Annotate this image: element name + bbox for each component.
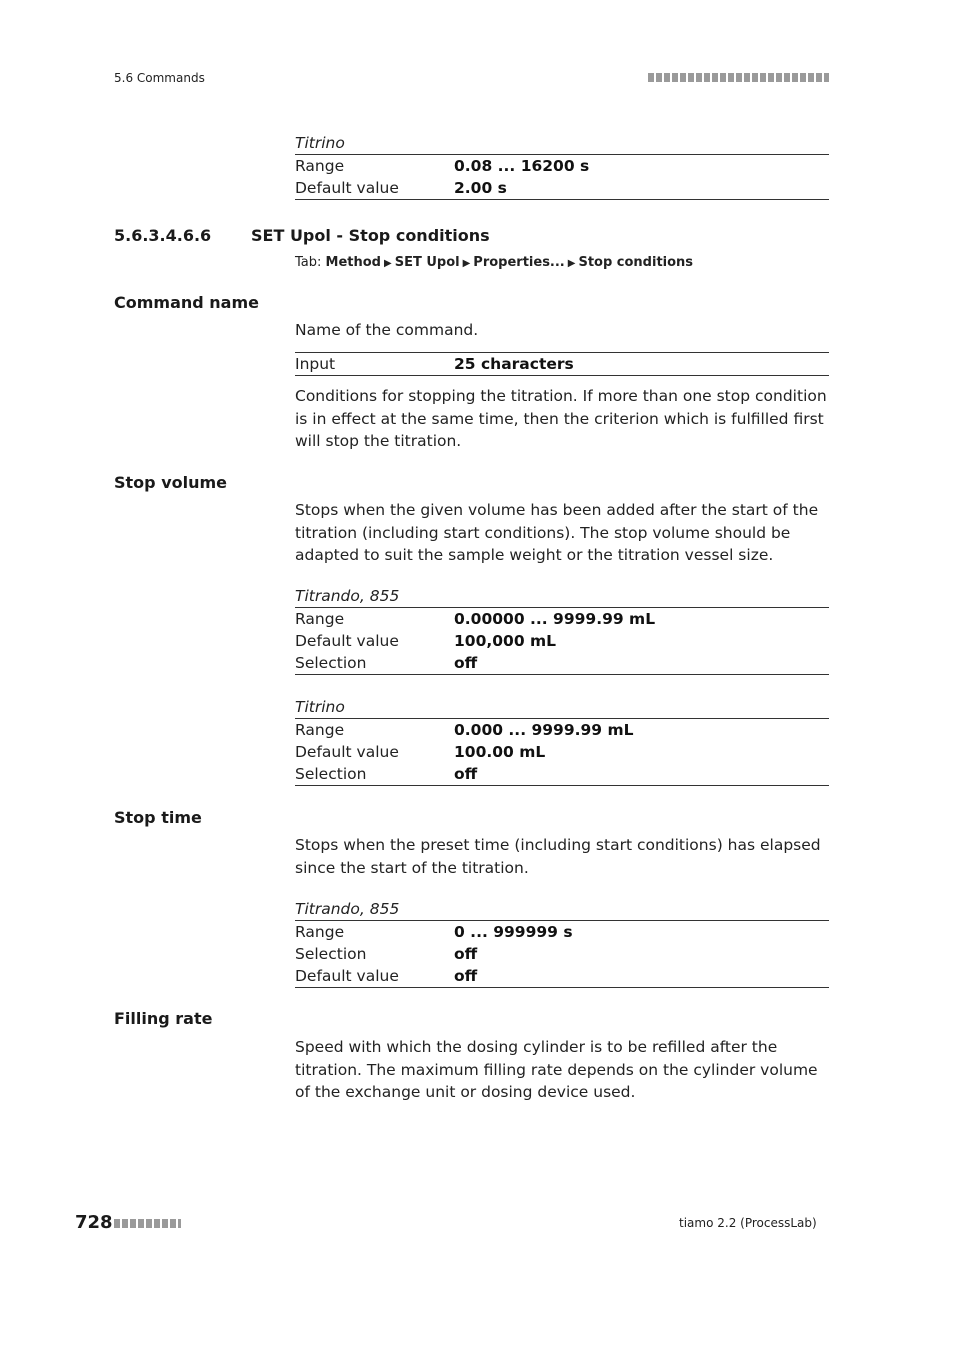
tab-path-item: Stop conditions: [578, 255, 694, 270]
triangle-right-icon: ▶: [462, 258, 471, 269]
tab-path: [295, 255, 693, 270]
table-row: [295, 741, 829, 763]
tab-path-item: Method: [325, 255, 381, 270]
table-row: [295, 155, 829, 177]
table-caption: Titrino: [295, 698, 345, 716]
row-key: Range: [295, 610, 345, 628]
tab-path-item: Properties...: [473, 255, 565, 270]
stop-volume-text: Stops when the given volume has been added after the start of the titration (including start conditions). The stop volume should be adapted to suit the sample weight or the titration vessel size.: [295, 501, 819, 564]
section-number: 5.6.3.4.6.6: [114, 226, 212, 245]
param-table-input: [295, 352, 829, 376]
row-value: 0.08 ... 16200 s: [454, 157, 590, 175]
table-row: [295, 719, 829, 741]
header-decoration-dots: [648, 73, 829, 82]
row-value: 100,000 mL: [454, 632, 557, 650]
row-key: Selection: [295, 765, 367, 783]
heading-command-name: Command name: [114, 293, 259, 312]
row-key: Input: [295, 355, 336, 373]
stop-time-text: Stops when the preset time (including start conditions) has elapsed since the start of the titration.: [295, 836, 821, 877]
param-table-stop-time-titrando: [295, 898, 829, 988]
table-row: [295, 921, 829, 943]
command-name-text: Name of the command.: [295, 321, 479, 339]
row-value: off: [454, 967, 478, 985]
row-key: Range: [295, 721, 345, 739]
row-key: Range: [295, 157, 345, 175]
table-row: [295, 652, 829, 674]
running-header-section: 5.6 Commands: [114, 71, 205, 85]
table-row: [295, 353, 829, 375]
stop-conditions-description: Conditions for stopping the titration. If more than one stop condition is in effect at the same time, then the criterion which is fulfilled first will stop the titration.: [295, 387, 827, 450]
row-key: Default value: [295, 967, 399, 985]
filling-rate-text: Speed with which the dosing cylinder is to be refilled after the titration. The maximum filling rate depends on the cylinder volume of the exchange unit or dosing device used.: [295, 1038, 818, 1101]
table-body: [295, 352, 829, 376]
section-title: SET Upol - Stop conditions: [251, 226, 490, 245]
row-key: Selection: [295, 945, 367, 963]
table-row: [295, 177, 829, 199]
row-key: Default value: [295, 632, 399, 650]
row-key: Range: [295, 923, 345, 941]
row-key: Selection: [295, 654, 367, 672]
heading-stop-volume: Stop volume: [114, 473, 228, 492]
row-value: 0 ... 999999 s: [454, 923, 573, 941]
heading-stop-time: Stop time: [114, 808, 202, 827]
tab-prefix: Tab:: [295, 255, 322, 270]
heading-filling-rate: Filling rate: [114, 1009, 213, 1028]
page-number: 728: [75, 1212, 113, 1233]
table-body: [295, 607, 829, 675]
row-key: Default value: [295, 743, 399, 761]
row-value: 2.00 s: [454, 179, 507, 197]
param-table-stop-volume-titrando: [295, 585, 829, 675]
footer-product: tiamo 2.2 (ProcessLab): [679, 1216, 817, 1230]
row-value: 0.00000 ... 9999.99 mL: [454, 610, 656, 628]
triangle-right-icon: ▶: [384, 258, 392, 269]
footer-decoration-dots: [114, 1219, 181, 1228]
row-value: off: [454, 654, 478, 672]
table-row: [295, 608, 829, 630]
row-key: Default value: [295, 179, 399, 197]
tab-path-item: SET Upol: [394, 255, 460, 270]
table-row: [295, 763, 829, 785]
table-row: [295, 965, 829, 987]
table-caption: Titrando, 855: [295, 900, 400, 918]
table-caption: Titrando, 855: [295, 587, 400, 605]
row-value: 0.000 ... 9999.99 mL: [454, 721, 634, 739]
param-table-titrino-top: [295, 132, 829, 200]
row-value: 25 characters: [454, 355, 574, 373]
table-body: [295, 154, 829, 200]
row-value: off: [454, 945, 478, 963]
triangle-right-icon: ▶: [567, 258, 576, 269]
row-value: 100.00 mL: [454, 743, 546, 761]
row-value: off: [454, 765, 478, 783]
table-body: [295, 920, 829, 988]
param-table-stop-volume-titrino: [295, 696, 829, 786]
table-row: [295, 943, 829, 965]
table-caption: Titrino: [295, 134, 345, 152]
table-row: [295, 630, 829, 652]
table-body: [295, 718, 829, 786]
